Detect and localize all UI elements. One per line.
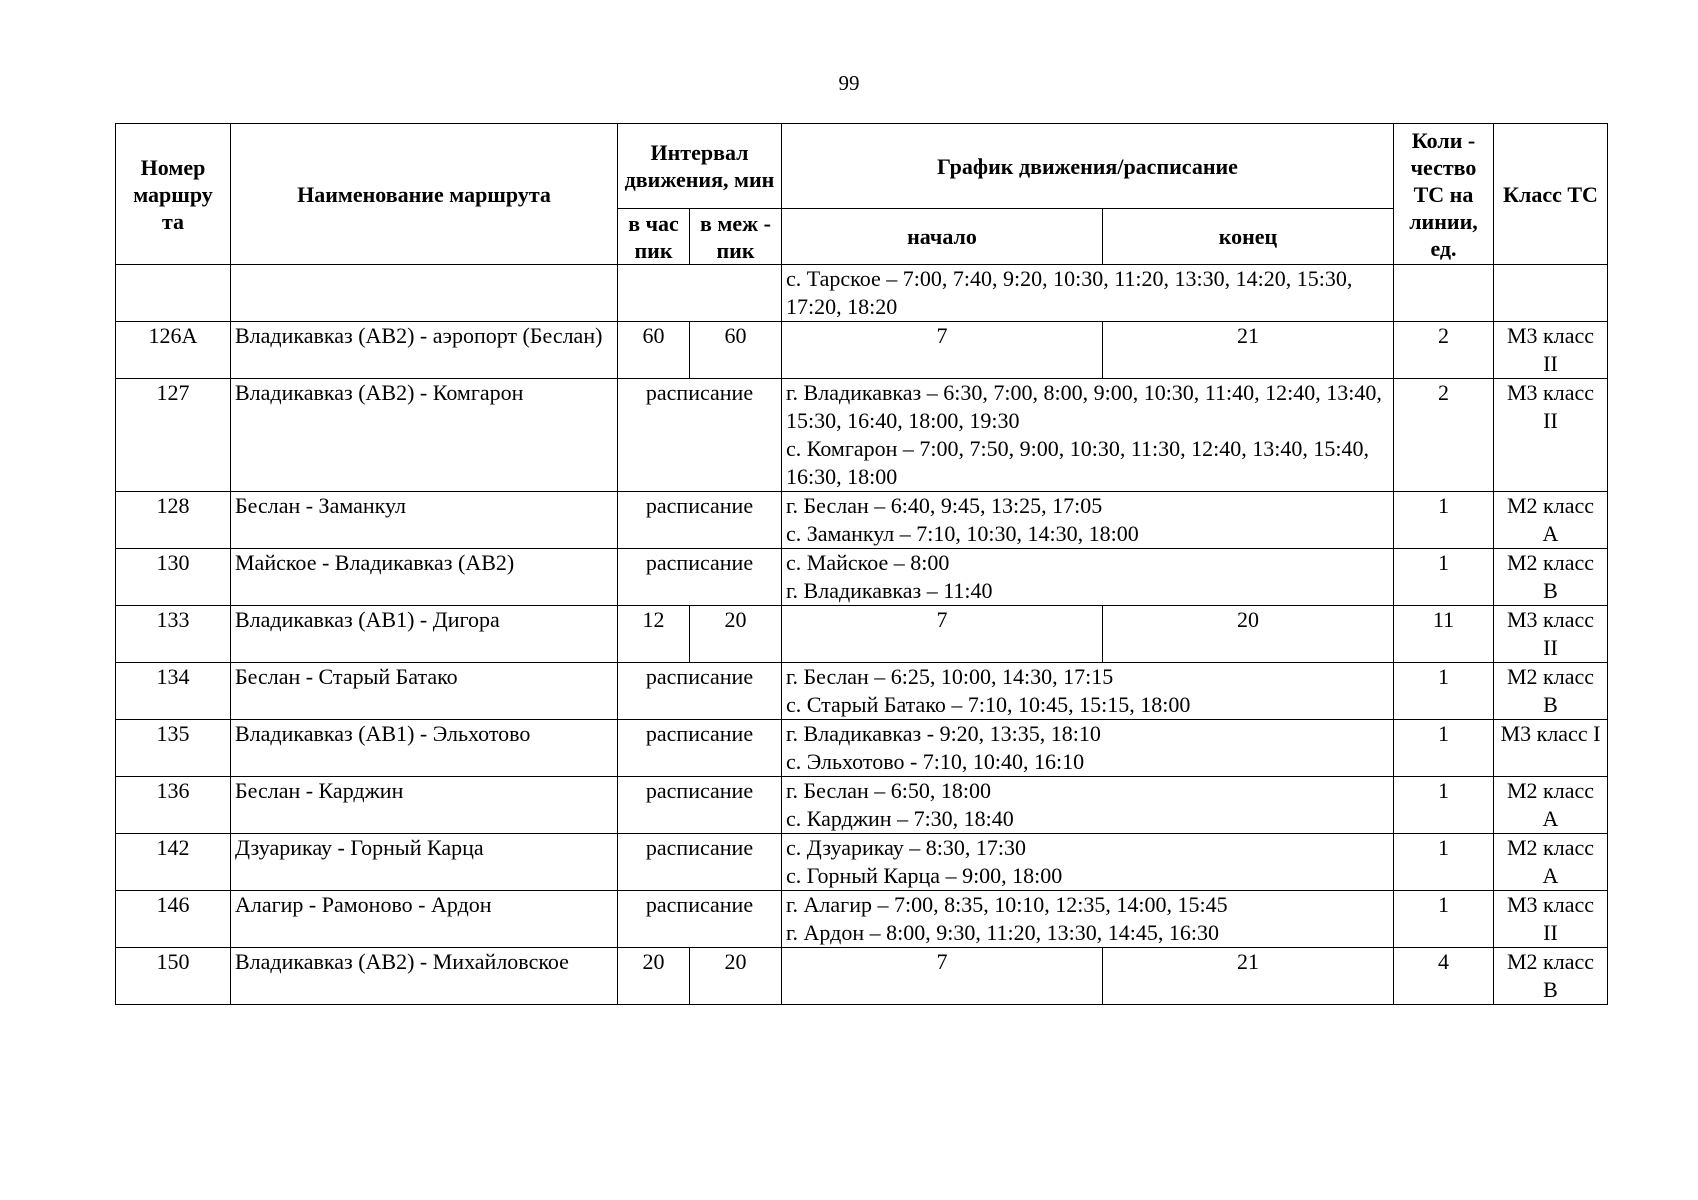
schedule-line: с. Дзуарикау – 8:30, 17:30 [786,835,1027,860]
interval-offpeak-cell: 20 [690,606,782,663]
table-row [116,891,1608,948]
table-row [116,606,1608,663]
schedule-line: г. Беслан – 6:40, 9:45, 13:25, 17:05 [786,493,1103,518]
interval-peak-cell: 20 [618,948,690,1005]
route-name-cell: Беслан - Старый Батако [231,663,618,720]
vehicle-class-cell: М3 класс II [1494,379,1608,492]
schedule-cell [782,549,1394,606]
vehicle-class-cell: М2 класс А [1494,492,1608,549]
schedule-cell [782,265,1394,322]
route-number-cell: 126А [116,322,231,379]
header-schedule: График движения/расписание [782,124,1394,209]
vehicle-count-cell: 1 [1394,891,1494,948]
interval-cell [618,265,782,322]
interval-peak-cell: 12 [618,606,690,663]
schedule-cell [782,777,1394,834]
schedule-end-cell: 21 [1103,322,1394,379]
table-row [116,549,1608,606]
vehicle-count-cell: 1 [1394,834,1494,891]
route-number-cell: 142 [116,834,231,891]
vehicle-count-cell: 1 [1394,720,1494,777]
route-number-cell [116,265,231,322]
table-row [116,663,1608,720]
interval-cell: расписание [618,834,782,891]
vehicle-class-cell: М3 класс II [1494,606,1608,663]
interval-cell: расписание [618,379,782,492]
schedule-start-cell: 7 [782,606,1103,663]
table-row [116,777,1608,834]
route-name-cell: Владикавказ (АВ2) - Михайловское [231,948,618,1005]
vehicle-class-cell: М2 класс В [1494,549,1608,606]
schedule-line: с. Тарское – 7:00, 7:40, 9:20, 10:30, 11:20, 13:30, 14:20, 15:30, 17:20, 18:20 [786,266,1353,319]
schedule-line: с. Горный Карца – 9:00, 18:00 [786,863,1063,888]
route-number-cell: 134 [116,663,231,720]
interval-cell: расписание [618,549,782,606]
vehicle-count-cell: 1 [1394,777,1494,834]
schedule-line: с. Комгарон – 7:00, 7:50, 9:00, 10:30, 11:30, 12:40, 13:40, 15:40, 16:30, 18:00 [786,436,1369,489]
header-interval: Интервал движения, мин [618,124,782,209]
header-interval-offpeak: в меж - пик [690,209,782,265]
table-row [116,379,1608,492]
schedule-line: с. Карджин – 7:30, 18:40 [786,806,1014,831]
interval-offpeak-cell: 20 [690,948,782,1005]
header-route-number: Номер маршру та [116,124,231,265]
route-name-cell: Беслан - Карджин [231,777,618,834]
interval-offpeak-cell: 60 [690,322,782,379]
interval-cell: расписание [618,720,782,777]
route-schedule-table [115,123,1608,1005]
table-row [116,265,1608,322]
route-number-cell: 146 [116,891,231,948]
table-row [116,492,1608,549]
schedule-line: с. Эльхотово - 7:10, 10:40, 16:10 [786,749,1085,774]
schedule-end-cell: 20 [1103,606,1394,663]
table-row [116,948,1608,1005]
schedule-start-cell: 7 [782,948,1103,1005]
vehicle-class-cell: М3 класс I [1494,720,1608,777]
vehicle-class-cell: М2 класс В [1494,663,1608,720]
schedule-end-cell: 21 [1103,948,1394,1005]
schedule-line: г. Алагир – 7:00, 8:35, 10:10, 12:35, 14:00, 15:45 [786,892,1228,917]
schedule-cell [782,663,1394,720]
table-row [116,834,1608,891]
schedule-line: с. Старый Батако – 7:10, 10:45, 15:15, 18:00 [786,692,1191,717]
vehicle-class-cell: М2 класс А [1494,777,1608,834]
route-name-cell: Владикавказ (АВ2) - аэропорт (Беслан) [231,322,618,379]
schedule-start-cell: 7 [782,322,1103,379]
schedule-line: с. Майское – 8:00 [786,550,950,575]
table-row [116,322,1608,379]
route-number-cell: 136 [116,777,231,834]
route-number-cell: 130 [116,549,231,606]
vehicle-count-cell: 2 [1394,322,1494,379]
route-number-cell: 128 [116,492,231,549]
vehicle-count-cell: 1 [1394,549,1494,606]
vehicle-class-cell [1494,265,1608,322]
interval-cell: расписание [618,891,782,948]
header-vehicle-class: Класс ТС [1494,124,1608,265]
route-name-cell: Беслан - Заманкул [231,492,618,549]
schedule-cell [782,492,1394,549]
route-name-cell: Владикавказ (АВ1) - Дигора [231,606,618,663]
schedule-cell [782,834,1394,891]
vehicle-count-cell: 2 [1394,379,1494,492]
schedule-line: г. Владикавказ - 9:20, 13:35, 18:10 [786,721,1101,746]
schedule-line: с. Заманкул – 7:10, 10:30, 14:30, 18:00 [786,521,1139,546]
schedule-line: г. Владикавказ – 11:40 [786,578,993,603]
route-number-cell: 127 [116,379,231,492]
route-name-cell: Дзуарикау - Горный Карца [231,834,618,891]
header-schedule-end: конец [1103,209,1394,265]
schedule-cell [782,720,1394,777]
route-name-cell [231,265,618,322]
schedule-cell [782,891,1394,948]
interval-cell: расписание [618,777,782,834]
route-name-cell: Алагир - Рамоново - Ардон [231,891,618,948]
interval-cell: расписание [618,492,782,549]
interval-peak-cell: 60 [618,322,690,379]
header-vehicle-count: Коли - чество ТС на линии, ед. [1394,124,1494,265]
vehicle-class-cell: М2 класс В [1494,948,1608,1005]
schedule-cell [782,379,1394,492]
route-name-cell: Владикавказ (АВ2) - Комгарон [231,379,618,492]
vehicle-count-cell: 1 [1394,492,1494,549]
table-row [116,720,1608,777]
vehicle-count-cell: 11 [1394,606,1494,663]
vehicle-class-cell: М3 класс II [1494,322,1608,379]
schedule-line: г. Беслан – 6:25, 10:00, 14:30, 17:15 [786,664,1114,689]
route-number-cell: 133 [116,606,231,663]
header-schedule-start: начало [782,209,1103,265]
route-name-cell: Владикавказ (АВ1) - Эльхотово [231,720,618,777]
vehicle-count-cell: 4 [1394,948,1494,1005]
page-number: 99 [838,71,860,95]
header-interval-peak: в час пик [618,209,690,265]
header-route-name: Наименование маршрута [231,124,618,265]
route-name-cell: Майское - Владикавказ (АВ2) [231,549,618,606]
vehicle-count-cell: 1 [1394,663,1494,720]
table-body [116,265,1608,1005]
route-number-cell: 150 [116,948,231,1005]
route-number-cell: 135 [116,720,231,777]
schedule-line: г. Ардон – 8:00, 9:30, 11:20, 13:30, 14:45, 16:30 [786,920,1219,945]
vehicle-class-cell: М3 класс II [1494,891,1608,948]
schedule-line: г. Владикавказ – 6:30, 7:00, 8:00, 9:00, 10:30, 11:40, 12:40, 13:40, 15:30, 16:40, 18:00, 19:30 [786,380,1382,433]
table-header-row [116,124,1608,209]
schedule-line: г. Беслан – 6:50, 18:00 [786,778,991,803]
vehicle-count-cell [1394,265,1494,322]
vehicle-class-cell: М2 класс А [1494,834,1608,891]
interval-cell: расписание [618,663,782,720]
